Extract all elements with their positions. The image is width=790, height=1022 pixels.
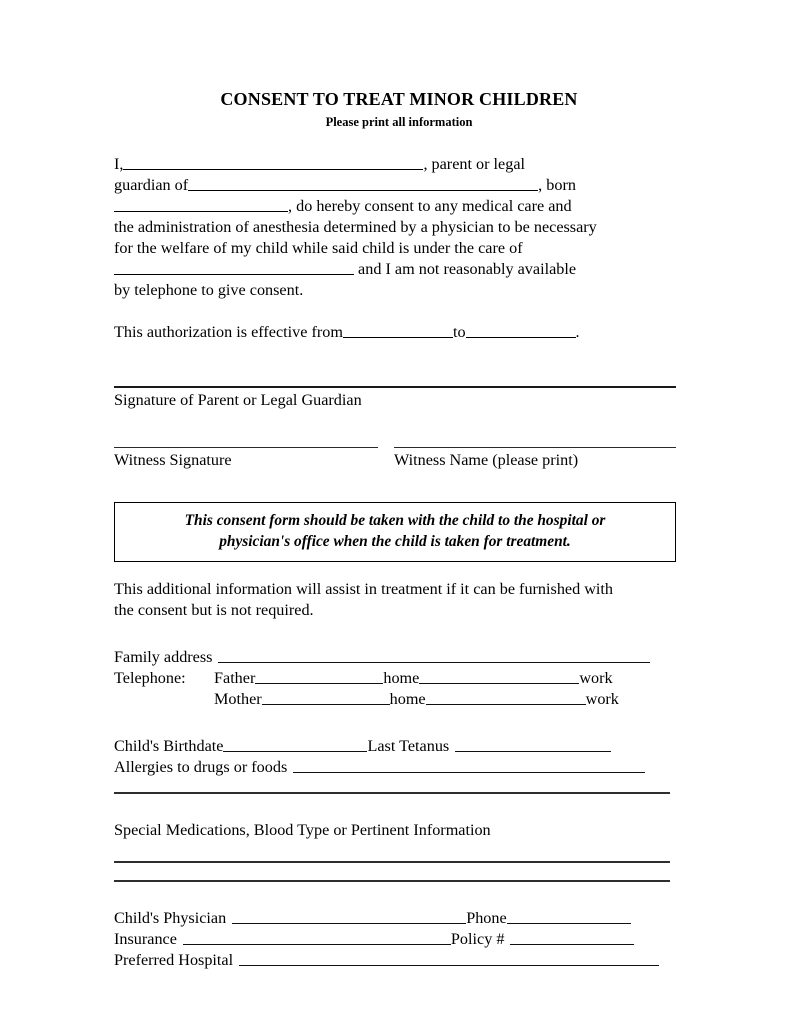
mother-home-phone-field[interactable] [262, 689, 390, 705]
allergies-row [114, 757, 676, 778]
additional-info-line-1: This additional information will assist in treatment if it can be furnished with [114, 579, 614, 598]
mother-label: Mother [214, 689, 262, 708]
insurance-field[interactable] [183, 929, 451, 945]
parent-name-field[interactable] [123, 154, 423, 170]
witness-rule-gap [378, 447, 394, 448]
hospital-row [114, 950, 676, 971]
medications-heading: Special Medications, Blood Type or Pertinent Information [114, 820, 491, 839]
notice-line-2: physician's office when the child is taken for treatment. [219, 532, 571, 550]
child-medical-section [114, 736, 676, 794]
consent-administration-line: the administration of anesthesia determined by a physician to be necessary [114, 217, 597, 236]
physician-row [114, 908, 676, 929]
medications-section [114, 820, 676, 882]
consent-welfare-line: for the welfare of my child while said child is under the care of [114, 238, 523, 257]
mother-telephone-row [114, 689, 676, 710]
father-home-phone-field[interactable] [255, 668, 383, 684]
child-name-field[interactable] [188, 175, 538, 191]
father-work-label: work [579, 668, 613, 687]
notice-box [114, 502, 676, 562]
birthdate-row [114, 736, 676, 757]
physician-phone-label: Phone [466, 908, 507, 927]
tetanus-label: Last Tetanus [367, 736, 450, 755]
form-content [114, 88, 676, 971]
allergies-label: Allergies to drugs or foods [114, 757, 288, 776]
physician-phone-field[interactable] [507, 908, 631, 924]
consent-paragraph [114, 154, 676, 301]
medications-field-line-2[interactable] [114, 880, 670, 882]
mother-work-label: work [585, 689, 619, 708]
authorization-paragraph [114, 322, 676, 343]
witness-name-label: Witness Name (please print) [394, 450, 579, 469]
caregiver-field[interactable] [114, 259, 354, 275]
page-title: CONSENT TO TREAT MINOR CHILDREN [220, 89, 578, 109]
father-label: Father [214, 668, 256, 687]
physician-field[interactable] [232, 908, 466, 924]
effective-to-field[interactable] [466, 322, 576, 338]
hospital-field[interactable] [239, 950, 659, 966]
parent-signature-block [114, 386, 676, 411]
allergies-field-line-2[interactable] [114, 792, 670, 794]
policy-number-field[interactable] [510, 929, 634, 945]
consent-i-label: I, [114, 154, 124, 173]
birth-date-field[interactable] [114, 196, 288, 212]
effective-from-field[interactable] [343, 322, 453, 338]
medications-field-line-1[interactable] [114, 861, 670, 863]
page-subtitle: Please print all information [325, 114, 473, 129]
family-address-label: Family address [114, 647, 213, 666]
consent-telephone-line: by telephone to give consent. [114, 280, 304, 299]
insurance-label: Insurance [114, 929, 177, 948]
parent-signature-label: Signature of Parent or Legal Guardian [114, 390, 362, 409]
insurance-row [114, 929, 676, 950]
consent-guardian-label: guardian of [114, 175, 189, 194]
authorization-middle-label: to [452, 322, 466, 341]
birthdate-label: Child's Birthdate [114, 736, 224, 755]
authorization-suffix-label: . [575, 322, 580, 341]
mother-work-phone-field[interactable] [426, 689, 586, 705]
family-info-section [114, 647, 676, 710]
parent-signature-line[interactable] [114, 386, 676, 388]
father-work-phone-field[interactable] [419, 668, 579, 684]
additional-info-paragraph [114, 579, 676, 621]
father-telephone-row [114, 668, 676, 689]
consent-born-label: , born [538, 175, 576, 194]
consent-available-label: and I am not reasonably available [354, 259, 577, 278]
witness-labels-row [114, 450, 676, 471]
consent-hereby-label: , do hereby consent to any medical care and [288, 196, 572, 215]
hospital-label: Preferred Hospital [114, 950, 234, 969]
providers-section [114, 908, 676, 971]
witness-signature-line[interactable] [114, 447, 378, 448]
witness-signature-label: Witness Signature [114, 450, 232, 469]
consent-parent-label: , parent or legal [423, 154, 526, 173]
tetanus-field[interactable] [455, 736, 611, 752]
father-home-label: home [383, 668, 420, 687]
witness-name-line[interactable] [394, 447, 676, 448]
witness-signature-rules [114, 447, 676, 448]
telephone-label: Telephone: [114, 668, 186, 687]
additional-info-line-2: the consent but is not required. [114, 600, 314, 619]
policy-label: Policy # [450, 929, 505, 948]
family-address-field[interactable] [218, 647, 650, 663]
allergies-field[interactable] [293, 757, 645, 773]
mother-home-label: home [389, 689, 426, 708]
birthdate-field[interactable] [223, 736, 367, 752]
notice-line-1: This consent form should be taken with the child to the hospital or [184, 511, 606, 529]
authorization-prefix-label: This authorization is effective from [114, 322, 343, 341]
physician-label: Child's Physician [114, 908, 227, 927]
family-address-row [114, 647, 676, 668]
